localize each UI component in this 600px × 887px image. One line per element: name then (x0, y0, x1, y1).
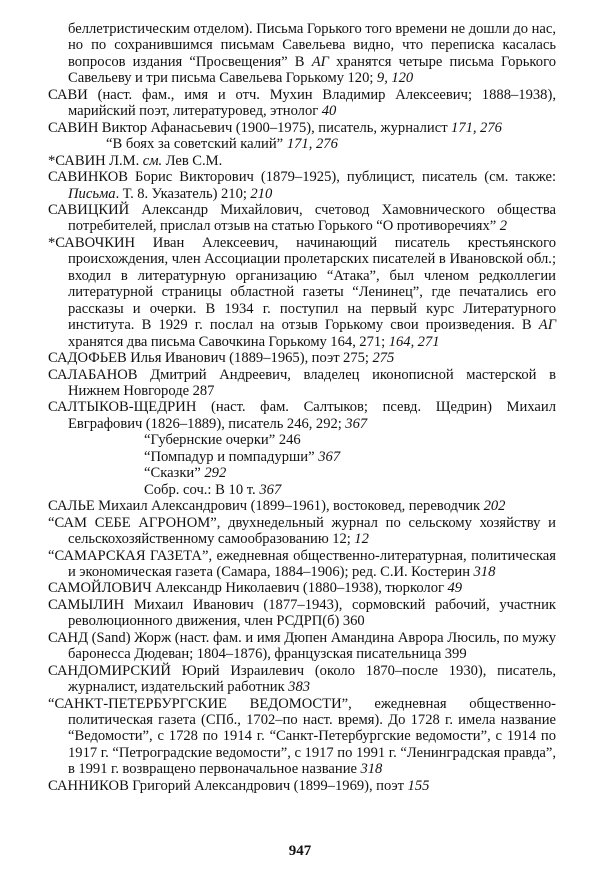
index-reference-italic: 9, 120 (376, 70, 414, 87)
index-reference-italic: 367 (345, 415, 368, 432)
index-reference-italic: 164, 271 (388, 333, 440, 350)
index-text: Лев С.М. (162, 152, 223, 169)
index-text: САНДОМИРСКИЙ Юрий Израилевич (около 1870–после 1930), писатель, журналист, издательский работник (48, 662, 556, 696)
index-entry-savinkov (48, 169, 556, 202)
index-entry-savin-viktor (48, 120, 556, 136)
index-entry-sand (48, 630, 556, 663)
index-entry-sam-sebe-agronom (48, 515, 556, 548)
index-text: “Губернские очерки” 246 (144, 432, 301, 449)
index-text: хранятся два письма Савочкина Горькому 164, 271; (68, 333, 389, 350)
index-entry-saltykov-shchedrin (48, 399, 556, 432)
index-text: беллетристическим отделом). Письма Горького того времени не дошли до нас, но по сохранившимся письмам Савельева видно, что переписка касалась вопросов издания “Просвещения” В (68, 21, 556, 70)
index-entry-sannikov (48, 778, 556, 794)
index-entry-sadofyev (48, 350, 556, 366)
index-text: “Помпадур и помпадурши” (144, 448, 319, 465)
index-text: “САМАРСКАЯ ГАЗЕТА”, ежедневная общественно-литературная, политическая и экономическая газета (Самара, 1884–1906); ред. С.И. Костерин (48, 547, 556, 580)
index-entry-savi (48, 87, 556, 120)
index-text: САЛЬЕ Михаил Александрович (1899–1961), востоковед, переводчик (48, 498, 484, 515)
index-text: САВИЦКИЙ Александр Михайлович, счетовод Хамовнического общества потребителей, прислал отзыв на статью Горького “О противоречиях” (48, 201, 556, 235)
index-text: хранятся четыре письма Горького Савельеву и три письма Савельева Горькому 120; (68, 53, 556, 87)
index-subentry-skazki (48, 465, 556, 481)
index-text: Собр. соч.: В 10 т. (144, 481, 260, 498)
index-reference-italic: 275 (372, 350, 395, 367)
index-text: САВИН Виктор Афанасьевич (1900–1975), писатель, журналист (48, 119, 452, 136)
index-text: САВИ (наст. фам., имя и отч. Мухин Владимир Алексеевич; 1888–1938), марийский поэт, литературовед, этнолог (48, 86, 556, 120)
index-reference-italic: 202 (483, 498, 506, 515)
index-entry-spb-vedomosti (48, 696, 556, 778)
index-entry-savitsky (48, 202, 556, 235)
index-reference-italic: Письма (68, 185, 116, 202)
index-text: САННИКОВ Григорий Александрович (1899–1969), поэт (48, 777, 408, 794)
index-text: САДОФЬЕВ Илья Иванович (1889–1965), поэт 275; (48, 350, 373, 367)
index-entry-salabanov (48, 367, 556, 400)
index-entry-samarskaya-gazeta (48, 548, 556, 581)
index-reference-italic: 40 (321, 103, 337, 120)
index-reference-italic: 367 (318, 448, 341, 465)
index-text: САНД (Sand) Жорж (наст. фам. и имя Дюпен Амандина Аврора Люсиль, по мужу баронесса Дюдеван; 1804–1876), французская писательница 399 (48, 629, 556, 663)
index-entry-salye (48, 498, 556, 514)
index-reference-italic: 12 (354, 531, 369, 548)
index-entry-samoylovich (48, 580, 556, 596)
index-reference-italic: 318 (473, 563, 496, 580)
index-reference-italic: 2 (499, 218, 507, 235)
index-text: “САМ СЕБЕ АГРОНОМ”, двухнедельный журнал по сельскому хозяйству и сельскохозяйственному самообразованию 12; (48, 514, 556, 548)
index-text: *САВИН Л.М. (48, 152, 143, 169)
index-reference-italic: 171, 276 (451, 119, 502, 136)
index-text: . Т. 8. Указатель) 210; (115, 185, 251, 202)
index-subentry-v-boyakh (48, 136, 556, 152)
index-reference-italic: АГ (311, 53, 329, 70)
index-entry-samylin (48, 597, 556, 630)
index-reference-italic: 155 (407, 777, 430, 794)
index-entry-savin-lm (48, 153, 556, 169)
index-text: *САВОЧКИН Иван Алексеевич, начинающий писатель крестьянского происхождения, член Ассоциации пролетарских писателей в Ивановской обл.; входил в литературную организацию “Атака”, был членом редколлегии литературной страницы областной газеты “Ленинец”, где печатались его рассказы и очерки. В 1934 г. поступил на первый курс Литературного института. В 1929 г. послал на отзыв Горькому свои произведения. В (48, 234, 556, 334)
index-text: САМЫЛИН Михаил Иванович (1877–1943), сормовский рабочий, участник революционного движения, член РСДРП(б) 360 (48, 596, 556, 630)
index-text: “Сказки” (144, 465, 205, 482)
index-reference-italic: 292 (204, 465, 227, 482)
index-reference-italic: 383 (288, 679, 311, 696)
index-reference-italic: АГ (538, 317, 556, 334)
index-entry-continuation (48, 21, 556, 87)
index-subentry-gubernskie-ocherki (48, 432, 556, 448)
index-text: САЛАБАНОВ Дмитрий Андреевич, владелец иконописной мастерской в Нижнем Новгороде 287 (48, 366, 556, 399)
index-entry-savochkin (48, 235, 556, 350)
index-reference-italic: 210 (250, 185, 273, 202)
index-entry-sandomirsky (48, 663, 556, 696)
page-number: 947 (288, 843, 312, 859)
index-subentry-sobr-soch (48, 482, 556, 498)
index-subentry-pompadur (48, 449, 556, 465)
index-reference-italic: см. (142, 152, 163, 169)
index-text: САМОЙЛОВИЧ Александр Николаевич (1880–1938), тюрколог (48, 580, 448, 597)
index-reference-italic: 367 (259, 481, 282, 498)
index-text: “В боях за советский калий” (106, 136, 287, 153)
index-reference-italic: 171, 276 (286, 136, 338, 153)
index-text: “САНКТ-ПЕТЕРБУРГСКИЕ ВЕДОМОСТИ”, ежедневная общественно-политическая газета (СПб., 1702–по наст. время). До 1728 г. имела название “Ведомости”, с 1728 по 1914 г. “Санкт-Петербургские ведомости”, с 1914 по 1917 г. “Петроградские ведомости”, с 1917 по 1991 г. “Ленинградская правда”, в 1991 г. возвращено первоначальное название (48, 695, 556, 778)
index-text: САЛТЫКОВ-ЩЕДРИН (наст. фам. Салтыков; псевд. Щедрин) Михаил Евграфович (1826–1889), писатель 246, 292; (48, 399, 556, 432)
index-entries (48, 21, 556, 794)
index-text: САВИНКОВ Борис Викторович (1879–1925), публицист, писатель (см. также: (48, 169, 556, 186)
index-reference-italic: 318 (360, 761, 383, 778)
index-reference-italic: 49 (447, 580, 463, 597)
